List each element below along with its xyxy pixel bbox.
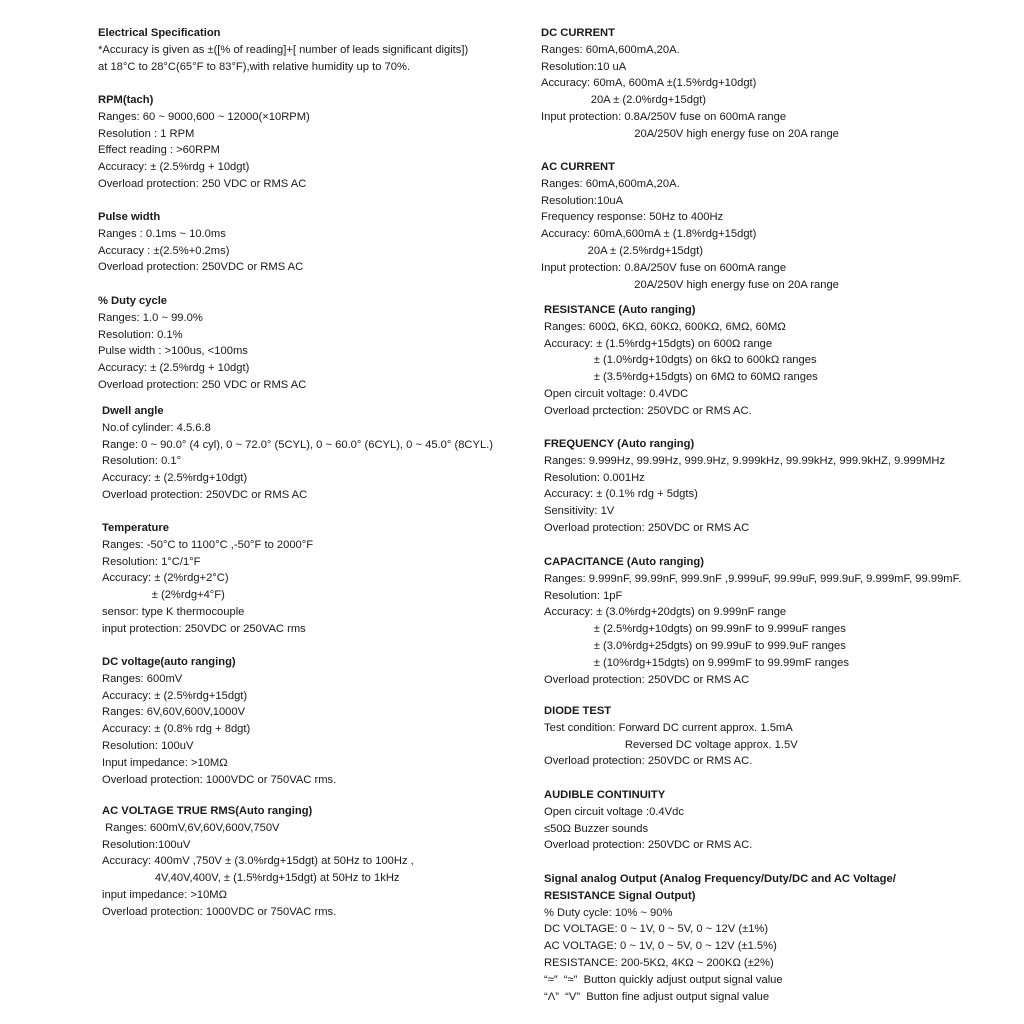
spec-line: Overload protection: 250VDC or RMS AC — [544, 673, 750, 686]
spec-line: ± (2%rdg+4°F) — [102, 589, 225, 602]
spec-line: Open circuit voltage: 0.4VDC — [544, 387, 689, 400]
spec-section-temp — [102, 520, 313, 638]
spec-line: Accuracy : ±(2.5%+0.2ms) — [98, 244, 230, 257]
spec-line: Overload protection: 250 VDC or RMS AC — [98, 378, 307, 391]
spec-line: Accuracy: ± (2.5%rdg + 10dgt) — [98, 161, 250, 174]
section-heading: AC CURRENT — [541, 161, 615, 173]
section-heading: Dwell angle — [102, 405, 164, 417]
spec-line: Ranges: 60mA,600mA,20A. — [541, 177, 680, 190]
spec-line: Accuracy: ± (2%rdg+2°C) — [102, 572, 229, 585]
spec-line: Ranges: 6V,60V,600V,1000V — [102, 706, 246, 719]
spec-line: Overload protection: 250VDC or RMS AC — [98, 261, 304, 274]
spec-line: Ranges: 1.0 ~ 99.0% — [98, 311, 203, 324]
spec-line: Input protection: 0.8A/250V fuse on 600mA range — [541, 110, 787, 123]
spec-line: 20A/250V high energy fuse on 20A range — [541, 127, 839, 140]
spec-section-sig — [544, 871, 896, 1005]
spec-line: input protection: 250VDC or 250VAC rms — [102, 622, 306, 635]
spec-line: Overload protection: 250 VDC or RMS AC — [98, 177, 307, 190]
spec-line: Frequency response: 50Hz to 400Hz — [541, 211, 724, 224]
spec-line: Ranges: 9.999nF, 99.99nF, 999.9nF ,9.999uF, 99.99uF, 999.9uF, 9.999mF, 99.99mF. — [544, 572, 962, 585]
spec-section-pulse — [98, 209, 303, 276]
spec-line: Accuracy: ± (2.5%rdg + 10dgt) — [98, 362, 250, 375]
section-heading: Signal analog Output (Analog Frequency/Duty/DC and AC Voltage/ — [544, 873, 896, 885]
spec-section-aci — [541, 159, 839, 293]
spec-line: AC VOLTAGE: 0 ~ 1V, 0 ~ 5V, 0 ~ 12V (±1.5%) — [544, 940, 777, 953]
spec-line: Resolution: 1pF — [544, 589, 623, 602]
spec-line: Overload protection: 1000VDC or 750VAC rms. — [102, 905, 337, 918]
spec-section-elec — [98, 25, 468, 75]
spec-line: “≈” “≈” Button quickly adjust output signal value — [544, 973, 783, 986]
spec-section-dwell — [102, 403, 493, 504]
spec-line: Accuracy: ± (1.5%rdg+15dgts) on 600Ω range — [544, 337, 773, 350]
section-heading: CAPACITANCE (Auto ranging) — [544, 556, 704, 568]
spec-line: Ranges: 9.999Hz, 99.99Hz, 999.9Hz, 9.999kHz, 99.99kHz, 999.9kHZ, 9.999MHz — [544, 454, 946, 467]
section-heading: AUDIBLE CONTINUITY — [544, 789, 666, 801]
spec-line: 20A ± (2.0%rdg+15dgt) — [541, 94, 707, 107]
spec-line: “Λ” “V” Button fine adjust output signal value — [544, 990, 770, 1003]
spec-line: Overload protection: 250VDC or RMS AC — [102, 488, 308, 501]
spec-line: Ranges: 600mV,6V,60V,600V,750V — [102, 821, 280, 834]
spec-line: Open circuit voltage :0.4Vdc — [544, 805, 684, 818]
section-heading: FREQUENCY (Auto ranging) — [544, 438, 695, 450]
spec-line: 4V,40V,400V, ± (1.5%rdg+15dgt) at 50Hz to 1kHz — [102, 872, 400, 885]
section-heading: Electrical Specification — [98, 27, 221, 39]
spec-line: 20A/250V high energy fuse on 20A range — [541, 278, 839, 291]
spec-line: ± (1.0%rdg+10dgts) on 6kΩ to 600kΩ ranges — [544, 354, 817, 367]
spec-line: Test condition: Forward DC current approx. 1.5mA — [544, 721, 793, 734]
spec-line: Overload protection: 250VDC or RMS AC — [544, 521, 750, 534]
section-heading: RPM(tach) — [98, 94, 154, 106]
spec-line: Ranges : 0.1ms ~ 10.0ms — [98, 227, 226, 240]
spec-section-dcv — [102, 654, 336, 788]
section-heading: DIODE TEST — [544, 705, 612, 717]
spec-line: No.of cylinder: 4.5.6.8 — [102, 421, 211, 434]
spec-section-diode — [544, 703, 798, 770]
section-heading: DC voltage(auto ranging) — [102, 656, 236, 668]
spec-line: input impedance: >10MΩ — [102, 888, 227, 901]
spec-line: Input protection: 0.8A/250V fuse on 600mA range — [541, 261, 787, 274]
spec-line: Ranges: -50°C to 1100°C ,-50°F to 2000°F — [102, 538, 314, 551]
section-heading: AC VOLTAGE TRUE RMS(Auto ranging) — [102, 805, 313, 817]
spec-line: Range: 0 ~ 90.0° (4 cyl), 0 ~ 72.0° (5CYL), 0 ~ 60.0° (6CYL), 0 ~ 45.0° (8CYL.) — [102, 438, 494, 451]
spec-line: Accuracy: ± (3.0%rdg+20dgts) on 9.999nF range — [544, 606, 787, 619]
spec-line: at 18°C to 28°C(65°F to 83°F),with relative humidity up to 70%. — [98, 60, 411, 73]
spec-section-rpm — [98, 92, 310, 193]
spec-line: Effect reading : >60RPM — [98, 144, 220, 157]
spec-line: Overload protection: 250VDC or RMS AC. — [544, 839, 753, 852]
spec-line: 20A ± (2.5%rdg+15dgt) — [541, 244, 703, 257]
section-heading: RESISTANCE (Auto ranging) — [544, 304, 696, 316]
spec-section-cap — [544, 554, 961, 688]
section-heading: RESISTANCE Signal Output) — [544, 889, 696, 902]
spec-line: Resolution:100uV — [102, 838, 191, 851]
spec-line: ± (3.5%rdg+15dgts) on 6MΩ to 60MΩ ranges — [544, 371, 818, 384]
spec-line: *Accuracy is given as ±([% of reading]+[ number of leads significant digits]) — [98, 43, 469, 56]
spec-line: Resolution : 1 RPM — [98, 127, 195, 140]
spec-line: Resolution:10uA — [541, 194, 624, 207]
spec-line: Resolution: 0.001Hz — [544, 471, 645, 484]
spec-line: ± (3.0%rdg+25dgts) on 99.99uF to 999.9uF ranges — [544, 639, 846, 652]
spec-section-cont — [544, 787, 752, 854]
section-heading: Temperature — [102, 522, 169, 534]
spec-line: Ranges: 600mV — [102, 672, 183, 685]
spec-line: ≤50Ω Buzzer sounds — [544, 822, 649, 835]
spec-line: % Duty cycle: 10% ~ 90% — [544, 906, 673, 919]
spec-line: Pulse width : >100us, <100ms — [98, 345, 248, 358]
spec-line: Accuracy: ± (0.1% rdg + 5dgts) — [544, 488, 698, 501]
spec-section-res — [544, 302, 818, 420]
spec-line: Accuracy: 400mV ,750V ± (3.0%rdg+15dgt) at 50Hz to 100Hz , — [102, 855, 414, 868]
spec-line: Overload protection: 250VDC or RMS AC. — [544, 755, 753, 768]
spec-line: Accuracy: 60mA, 600mA ±(1.5%rdg+10dgt) — [541, 77, 757, 90]
spec-line: Accuracy: ± (2.5%rdg+15dgt) — [102, 689, 248, 702]
spec-line: Ranges: 60 ~ 9000,600 ~ 12000(×10RPM) — [98, 110, 310, 123]
spec-line: Resolution: 100uV — [102, 739, 194, 752]
spec-section-freq — [544, 436, 945, 537]
spec-section-dci — [541, 25, 839, 143]
spec-line: Resolution: 1°C/1°F — [102, 555, 201, 568]
spec-line: ± (2.5%rdg+10dgts) on 99.99nF to 9.999uF ranges — [544, 623, 846, 636]
spec-line: Overload prctection: 250VDC or RMS AC. — [544, 404, 752, 417]
spec-line: Resolution: 0.1° — [102, 455, 182, 468]
spec-line: Resolution: 0.1% — [98, 328, 183, 341]
spec-line: Overload protection: 1000VDC or 750VAC rms. — [102, 773, 337, 786]
section-heading: DC CURRENT — [541, 27, 615, 39]
spec-line: sensor: type K thermocouple — [102, 605, 245, 618]
spec-line: RESISTANCE: 200-5KΩ, 4KΩ ~ 200KΩ (±2%) — [544, 956, 774, 969]
spec-line: Ranges: 600Ω, 6KΩ, 60KΩ, 600KΩ, 6MΩ, 60MΩ — [544, 320, 786, 333]
spec-line: DC VOLTAGE: 0 ~ 1V, 0 ~ 5V, 0 ~ 12V (±1%) — [544, 923, 769, 936]
section-heading: % Duty cycle — [98, 295, 168, 307]
spec-line: Resolution:10 uA — [541, 60, 627, 73]
spec-line: Input impedance: >10MΩ — [102, 756, 228, 769]
spec-line: Reversed DC voltage approx. 1.5V — [544, 738, 798, 751]
spec-section-duty — [98, 293, 306, 394]
spec-line: ± (10%rdg+15dgts) on 9.999mF to 99.99mF ranges — [544, 656, 849, 669]
section-heading: Pulse width — [98, 211, 161, 223]
spec-line: Accuracy: 60mA,600mA ± (1.8%rdg+15dgt) — [541, 228, 757, 241]
spec-line: Sensitivity: 1V — [544, 505, 615, 518]
spec-section-acv — [102, 803, 414, 921]
spec-line: Accuracy: ± (2.5%rdg+10dgt) — [102, 472, 248, 485]
spec-line: Accuracy: ± (0.8% rdg + 8dgt) — [102, 723, 251, 736]
spec-line: Ranges: 60mA,600mA,20A. — [541, 43, 680, 56]
